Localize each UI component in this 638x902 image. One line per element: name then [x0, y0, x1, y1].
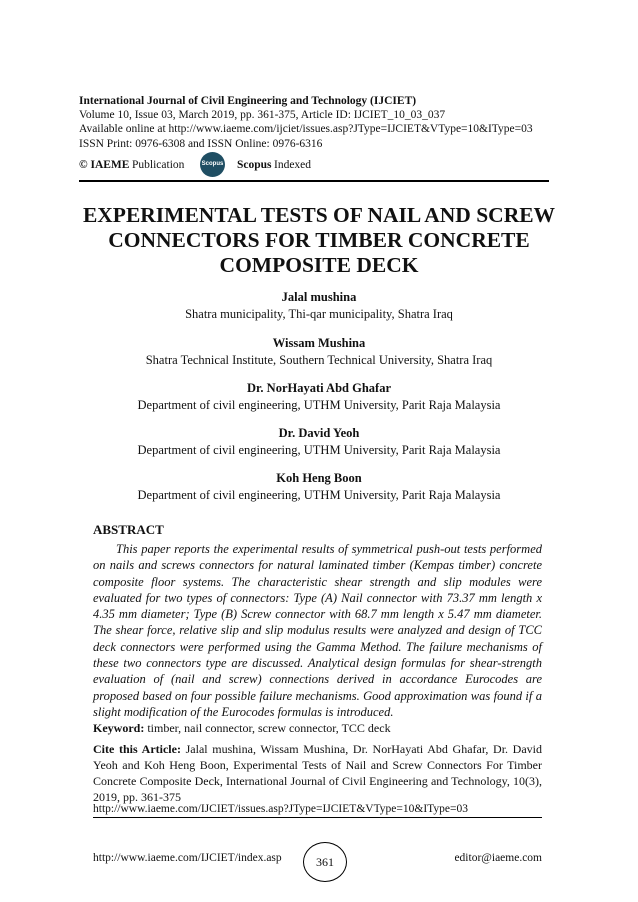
footer-journal-link[interactable]: http://www.iaeme.com/IJCIET/index.asp	[93, 852, 282, 864]
author-name: Dr. David Yeoh	[278, 426, 360, 440]
article-link[interactable]: http://www.iaeme.com/IJCIET/issues.asp?JType=IJCIET&VType=10&IType=03	[93, 803, 468, 815]
citation-text: Jalal mushina, Wissam Mushina, Dr. NorHayati Abd Ghafar, Dr. David Yeoh and Koh Heng Boon, Experimental Tests of Nail and Screw Connectors For Timber Concrete Composite Deck, International Journal of Civil Engineering and Technology, 10(3), 2019, pp. 361-375	[93, 742, 543, 804]
paper-title: EXPERIMENTAL TESTS OF NAIL AND SCREW CONNECTORS FOR TIMBER CONCRETE COMPOSITE DECK	[82, 203, 556, 277]
journal-header	[79, 94, 549, 151]
author-block	[60, 380, 578, 414]
abstract-heading: ABSTRACT	[93, 522, 164, 537]
citation-label: Cite this Article:	[93, 742, 181, 756]
author-affiliation: Department of civil engineering, UTHM University, Parit Raja Malaysia	[137, 398, 501, 412]
publication-label: Publication	[132, 159, 185, 171]
citation	[93, 741, 542, 805]
header-divider	[79, 180, 549, 182]
abstract-text: This paper reports the experimental results of symmetrical push-out tests performed on nails and screws connectors for natural laminated timber (Kempas timber) concrete composite floor systems. The characteristic shear strength and slip modules were evaluated for two types of connectors: Type (A) Nail connector with 73.37 mm length x 4.35 mm diameter; Type (B) Screw connector with 68.7 mm length x 5.47 mm diameter. The shear force, relative slip and slip modulus results were analyzed and design of TCC deck connectors were performed using the Gamma Method. The failure mechanisms of these two connectors type are discussed. Analytical design formulas for shear-strength evaluation of (nail and screw) connections derived in accordance Eurocodes are proposed based on four possible failure mechanisms. Good approximation was found if a slight modification of the Eurocodes formulas is introduced.	[93, 542, 542, 719]
available-online-line: Available online at http://www.iaeme.com/ijciet/issues.asp?JType=IJCIET&VType=10&IType=03	[79, 123, 533, 136]
author-block	[60, 470, 578, 504]
scopus-label: Scopus	[237, 159, 272, 171]
author-name: Wissam Mushina	[272, 336, 366, 350]
footer-email-link[interactable]: editor@iaeme.com	[454, 852, 542, 864]
author-affiliation: Shatra Technical Institute, Southern Technical University, Shatra Iraq	[145, 353, 493, 367]
issn-line: ISSN Print: 0976-6308 and ISSN Online: 0976-6316	[79, 137, 323, 150]
keywords	[93, 721, 542, 736]
author-affiliation: Department of civil engineering, UTHM University, Parit Raja Malaysia	[137, 443, 501, 457]
author-name: Koh Heng Boon	[276, 471, 362, 485]
author-name: Jalal mushina	[281, 290, 357, 304]
keywords-text: timber, nail connector, screw connector, TCC deck	[147, 721, 391, 735]
volume-line: Volume 10, Issue 03, March 2019, pp. 361-375, Article ID: IJCIET_10_03_037	[79, 109, 446, 122]
page-number: 361	[303, 842, 347, 882]
publisher-mark: © IAEME	[79, 159, 130, 171]
scopus-logo-icon: Scopus	[200, 152, 225, 177]
keywords-label: Keyword:	[93, 721, 145, 735]
indexed-label: Indexed	[274, 159, 312, 171]
page-footer	[93, 842, 542, 882]
journal-name: International Journal of Civil Engineering and Technology (IJCIET)	[79, 95, 417, 107]
author-block	[60, 289, 578, 323]
author-affiliation: Department of civil engineering, UTHM University, Parit Raja Malaysia	[137, 488, 501, 502]
publisher-row	[79, 152, 549, 178]
author-affiliation: Shatra municipality, Thi-qar municipality, Shatra Iraq	[185, 307, 453, 321]
author-block	[60, 425, 578, 459]
author-block	[60, 335, 578, 369]
citation-divider	[93, 817, 542, 818]
author-name: Dr. NorHayati Abd Ghafar	[247, 381, 391, 395]
